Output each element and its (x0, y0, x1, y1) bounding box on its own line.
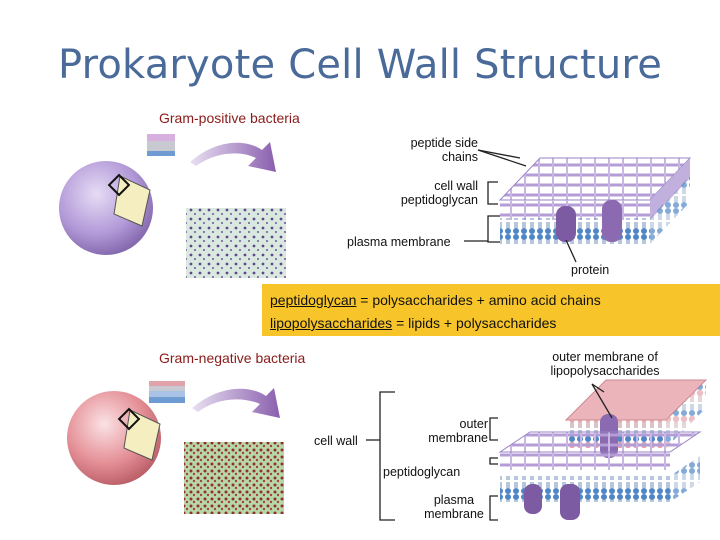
term-lipopolysaccharides: lipopolysaccharides (270, 315, 393, 331)
gram-negative-micrograph-icon (184, 442, 284, 514)
label-protein: protein (571, 263, 610, 277)
def-lipopolysaccharides: = lipids + polysaccharides (392, 315, 557, 331)
label-plasma-membrane: plasma membrane (347, 235, 451, 249)
label-outer-membrane-lipopolysaccharides: outer membrane of lipopolysaccharides (550, 350, 660, 378)
label-peptide-side-chains: peptide side chains (410, 136, 478, 164)
label-cell-wall-peptidoglycan: cell wall peptidoglycan (400, 179, 478, 207)
arrow-icon (190, 142, 276, 172)
gram-positive-wall-layers-icon (147, 134, 175, 156)
label-gram-negative-plasma-membrane: plasma membrane (424, 493, 484, 521)
gram-positive-heading: Gram-positive bacteria (159, 110, 300, 126)
term-peptidoglycan: peptidoglycan (270, 292, 357, 308)
protein-icon (556, 206, 576, 242)
definition-lipopolysaccharides (270, 315, 556, 331)
arrow-icon (192, 388, 280, 418)
definition-peptidoglycan (270, 292, 601, 308)
label-outer-membrane: outer membrane (428, 417, 488, 445)
gram-negative-heading: Gram-negative bacteria (159, 350, 306, 366)
definition-callout (262, 284, 720, 336)
gram-positive-cell-icon (59, 161, 153, 255)
page-title: Prokaryote Cell Wall Structure (57, 42, 663, 88)
label-cell-wall: cell wall (314, 434, 358, 448)
gram-negative-wall-layers-icon (149, 381, 185, 403)
gram-positive-micrograph-icon (186, 208, 286, 278)
gram-negative-wall-structure (500, 380, 706, 520)
label-peptidoglycan: peptidoglycan (383, 465, 461, 479)
gram-negative-cell-icon (67, 391, 161, 485)
def-peptidoglycan: = polysaccharides + amino acid chains (356, 292, 601, 308)
gram-positive-wall-structure (500, 158, 690, 244)
